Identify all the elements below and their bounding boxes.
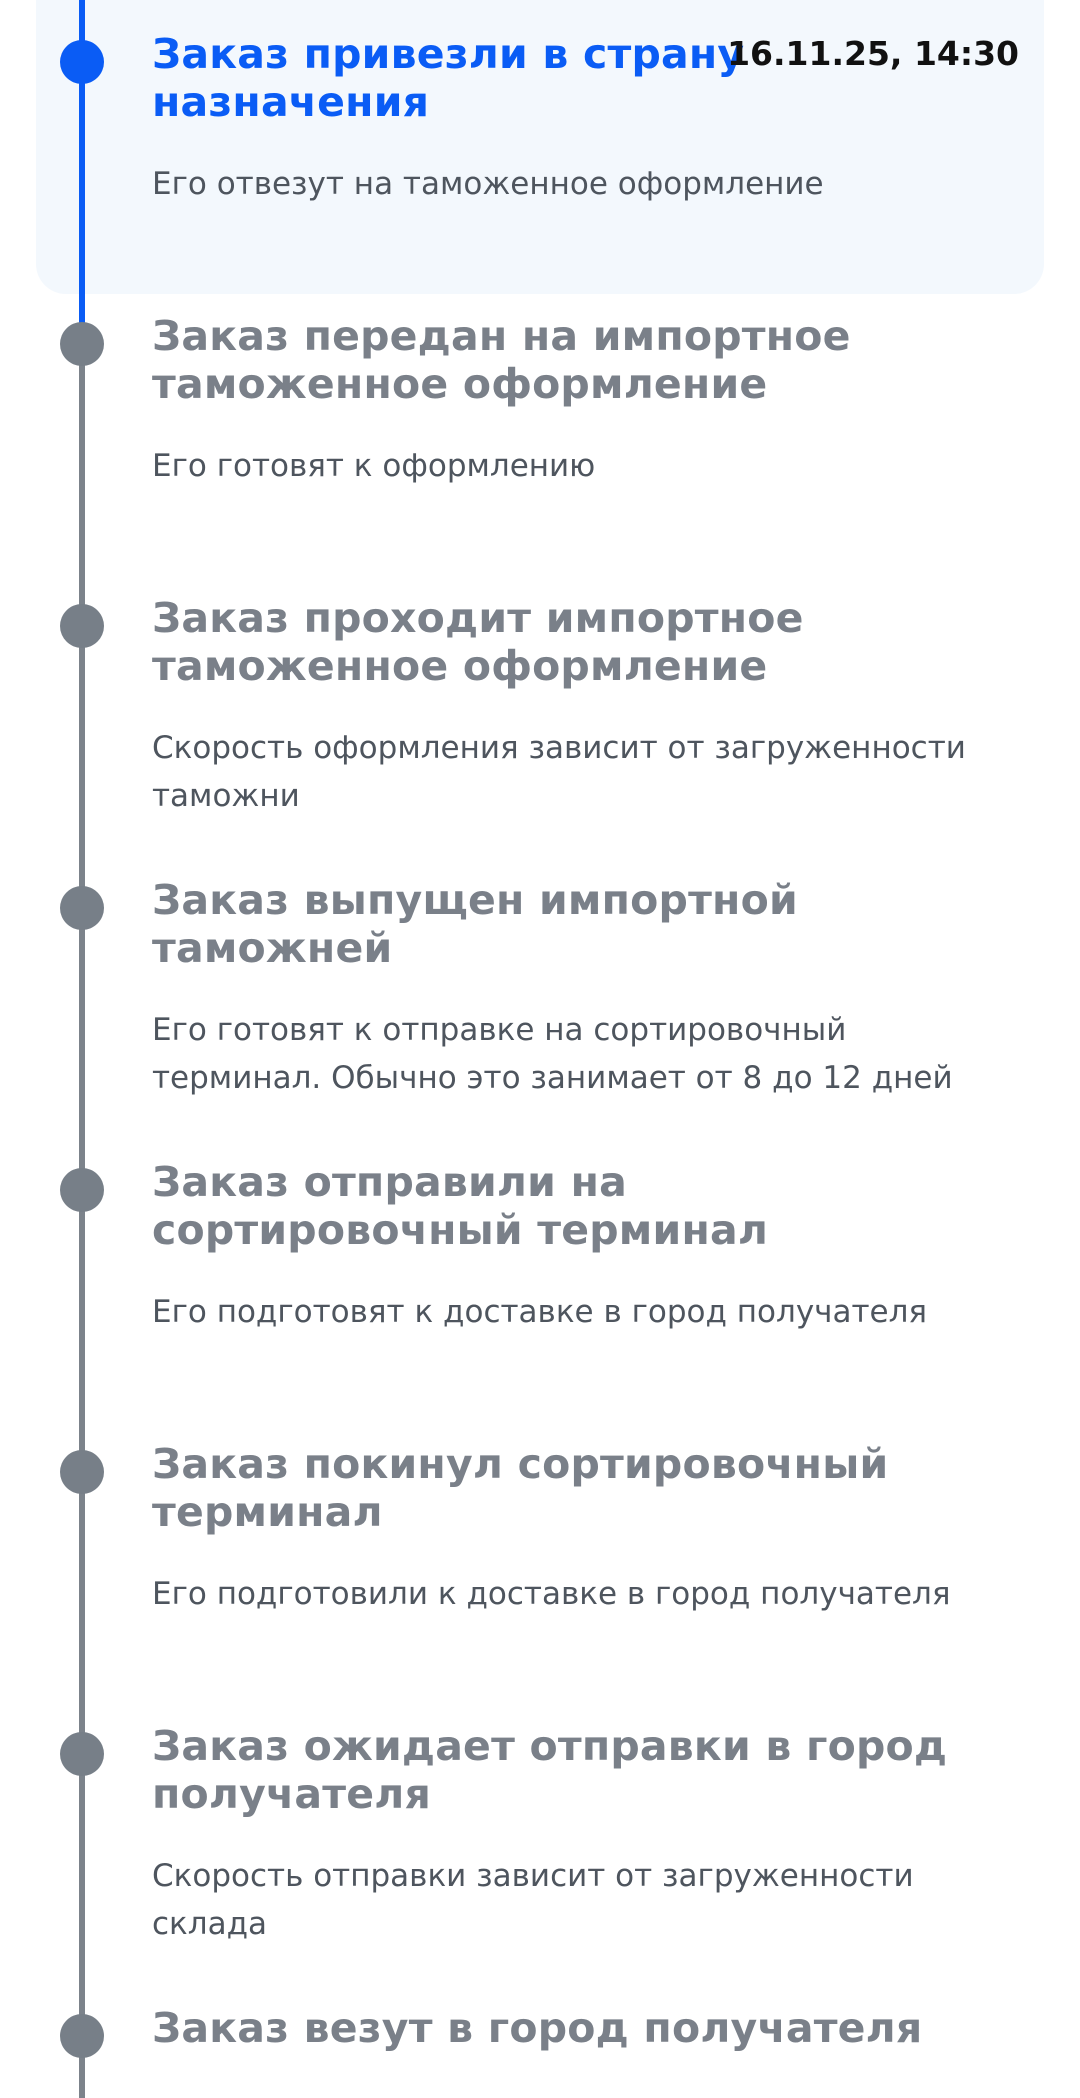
step-title: Заказ проходит импортное таможенное оформление <box>152 594 804 690</box>
step-timestamp: 16.11.25, 14:30 <box>727 34 1019 73</box>
timeline-dot <box>60 2014 104 2058</box>
timeline-dot <box>60 1450 104 1494</box>
step-title: Заказ передан на импортное таможенное оформление <box>152 312 851 408</box>
timeline-dot <box>60 604 104 648</box>
timeline-dot <box>60 322 104 366</box>
step-description: Его подготовят к доставке в город получателя <box>152 1294 928 1330</box>
step-title: Заказ везут в город получателя <box>152 2004 923 2052</box>
step-title-current: Заказ привезли в страну назначения <box>152 30 745 126</box>
step-title: Заказ выпущен импортной таможней <box>152 876 798 972</box>
timeline-dot <box>60 1168 104 1212</box>
step-description: Скорость отправки зависит от загруженности склада <box>152 1858 914 1942</box>
step-description: Его готовят к отправке на сортировочный терминал. Обычно это занимает от 8 до 12 дней <box>152 1012 953 1096</box>
step-title: Заказ покинул сортировочный терминал <box>152 1440 889 1536</box>
step-title: Заказ ожидает отправки в город получателя <box>152 1722 948 1818</box>
step-description: Его подготовили к доставке в город получателя <box>152 1576 951 1612</box>
timeline-dot <box>60 886 104 930</box>
step-description-current: Его отвезут на таможенное оформление <box>152 166 824 202</box>
timeline-dot <box>60 1732 104 1776</box>
step-title: Заказ отправили на сортировочный терминал <box>152 1158 769 1254</box>
timeline-dot-current <box>60 40 104 84</box>
step-description: Его готовят к оформлению <box>152 448 596 484</box>
step-description: Скорость оформления зависит от загруженности таможни <box>152 730 966 814</box>
